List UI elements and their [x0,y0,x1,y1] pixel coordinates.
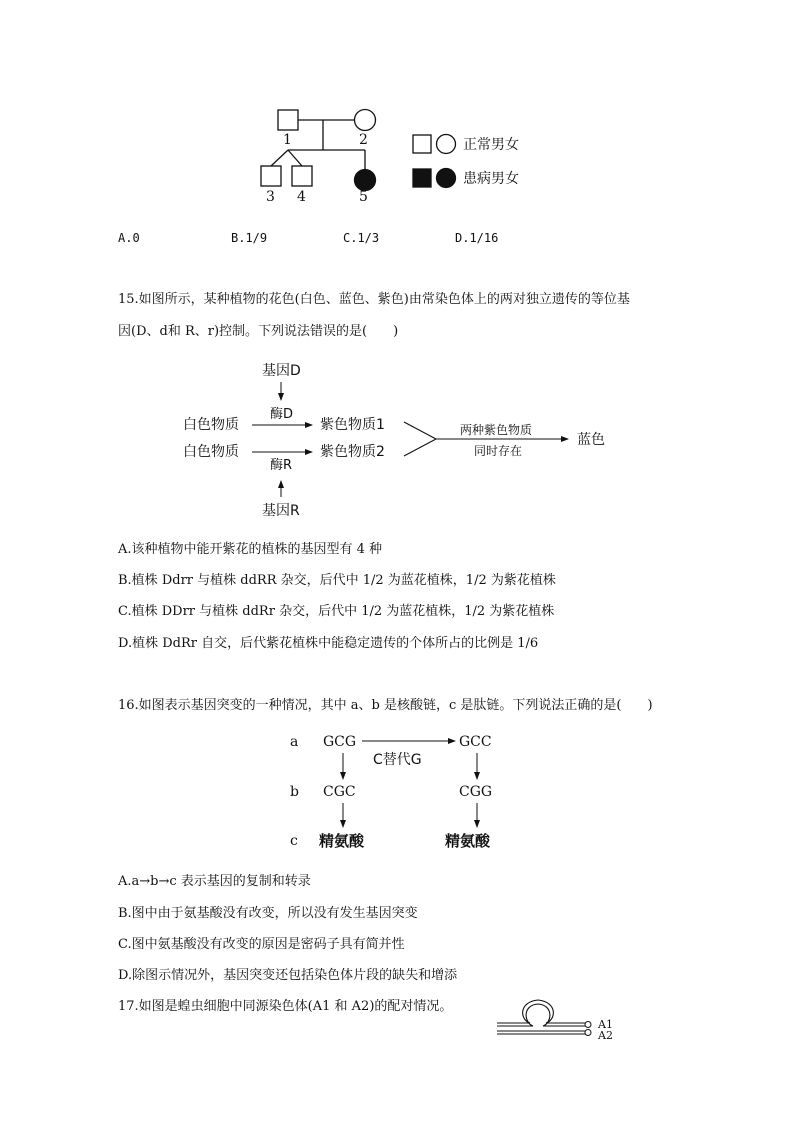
q16-option-d[interactable]: D.除图示情况外，基因突变还包括染色体片段的缺失和增添 [118,968,458,983]
q16-option-c[interactable]: C.图中氨基酸没有改变的原因是密码子具有简并性 [118,937,405,952]
legend-normal-male-icon [413,135,431,153]
pedigree-female-2 [355,110,376,131]
legend-affected-male-icon [413,169,431,187]
gene-mutation-diagram [0,725,794,855]
gene-d-label: 基因D [262,363,301,379]
pedigree-label-4: 4 [297,189,306,205]
q14-option-d[interactable]: D.1/16 [455,231,499,245]
q16-option-b[interactable]: B.图中由于氨基酸没有改变，所以没有发生基因突变 [118,906,418,921]
flower-color-pathway-diagram [0,355,794,525]
pedigree-affected-female-5 [355,170,376,191]
q17-stem: 17.如图是蝗虫细胞中同源染色体(A1 和 A2)的配对情况。 [118,999,453,1014]
both-present-label-line1: 两种紫色物质 [460,423,533,437]
pedigree-male-3 [261,166,281,186]
pedigree-figure [0,0,794,230]
c-right-amino-acid: 精氨酸 [445,832,491,850]
pedigree-label-3: 3 [266,189,275,205]
legend-affected-female-icon [437,169,456,188]
white-substance-2: 白色物质 [183,444,239,460]
q14-option-a[interactable]: A.0 [118,231,140,245]
q16-option-a[interactable]: A.a→b→c 表示基因的复制和转录 [118,874,311,889]
row-label-c: c [290,833,298,849]
q15-stem-line1: 15.如图所示，某种植物的花色(白色、蓝色、紫色)由常染色体上的两对独立遗传的等位基 [118,292,630,307]
q14-option-b[interactable]: B.1/9 [231,231,268,245]
q15-stem-line2: 因(D、d和 R、r)控制。下列说法错误的是( ) [118,324,399,339]
legend-affected-label: 患病男女 [463,171,519,187]
both-present-label-line2: 同时存在 [474,444,523,458]
pedigree-label-2: 2 [359,132,368,148]
q14-option-c[interactable]: C.1/3 [343,231,380,245]
enzyme-d-label: 酶D [270,407,294,422]
q15-option-b[interactable]: B.植株 Ddrr 与植株 ddRR 杂交，后代中 1/2 为蓝花植株，1/2 为紫花植株 [118,573,556,588]
pedigree-male-1 [278,110,298,130]
pedigree-label-5: 5 [359,189,368,205]
homologous-chromosome-pairing-figure [0,990,794,1050]
row-label-b: b [290,784,299,800]
purple-substance-1: 紫色物质1 [320,417,385,433]
legend-normal-female-icon [437,135,456,154]
chromosome-label-a1: A1 [598,1018,613,1031]
purple-substance-2: 紫色物质2 [320,444,385,460]
substitution-label: C替代G [373,752,422,768]
q15-option-d[interactable]: D.植株 DdRr 自交，后代紫花植株中能稳定遗传的个体所占的比例是 1/6 [118,636,539,651]
q15-option-a[interactable]: A.该种植物中能开紫花的植株的基因型有 4 种 [118,542,383,557]
b-right-codon: CGG [459,784,493,800]
pedigree-male-4 [292,166,312,186]
c-left-amino-acid: 精氨酸 [319,832,365,850]
row-label-a: a [290,734,299,750]
b-left-codon: CGC [323,784,356,800]
q15-option-c[interactable]: C.植株 DDrr 与植株 ddRr 杂交，后代中 1/2 为蓝花植株，1/2 为紫花植株 [118,604,555,619]
a-left-codon: GCG [323,734,357,750]
legend-normal-label: 正常男女 [463,137,519,153]
chromosome-label-a2: A2 [598,1029,613,1042]
enzyme-r-label: 酶R [270,458,293,473]
a-right-codon: GCC [459,734,492,750]
white-substance-1: 白色物质 [183,417,239,433]
gene-r-label: 基因R [262,503,300,519]
q16-stem: 16.如图表示基因突变的一种情况，其中 a、b 是核酸链，c 是肽链。下列说法正确的是( ) [118,698,653,713]
pedigree-label-1: 1 [283,132,292,148]
blue-result-label: 蓝色 [577,432,605,448]
